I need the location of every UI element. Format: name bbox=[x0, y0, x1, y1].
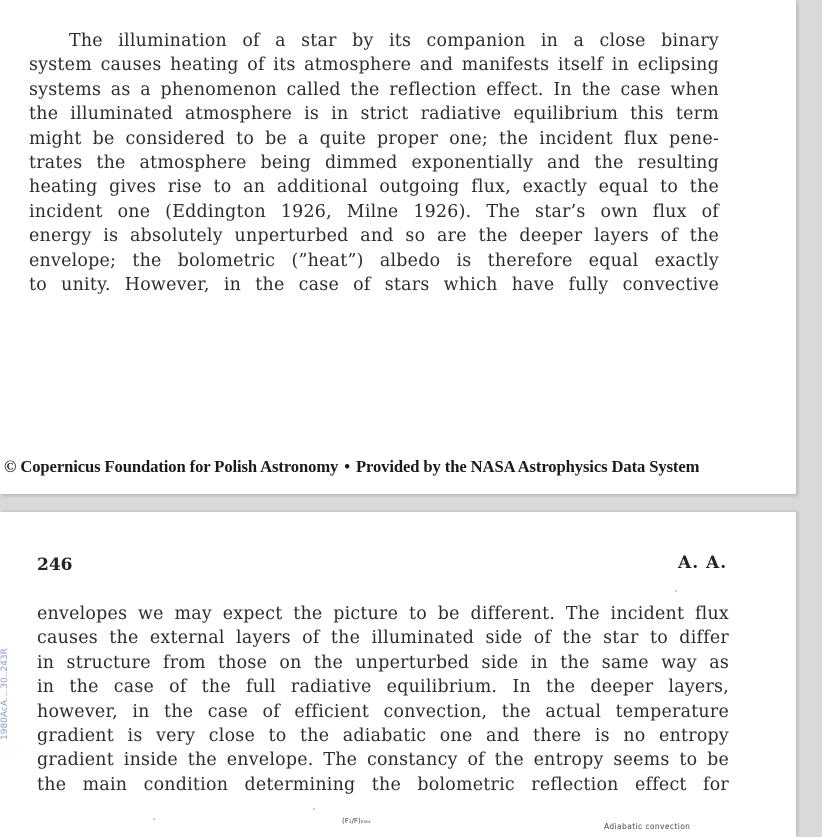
paragraph-line: the main condition determining the bolometric reflection effect for bbox=[37, 774, 729, 795]
top-paragraph bbox=[29, 29, 719, 297]
figure-axis-label: (F₁/F)ₘₐₓ bbox=[342, 817, 371, 825]
paragraph-line: trates the atmosphere being dimmed exponentially and the resulting bbox=[29, 153, 719, 174]
paragraph-line: heating gives rise to an additional outgoing flux, exactly equal to the bbox=[29, 177, 719, 198]
paragraph-line: systems as a phenomenon called the reflection effect. In the case when bbox=[29, 79, 719, 100]
paragraph-line: gradient is very close to the adiabatic one and there is no entropy bbox=[37, 726, 729, 747]
paragraph-line: in the case of the full radiative equilibrium. In the deeper layers, bbox=[37, 677, 729, 698]
copyright-notice: © Copernicus Foundation for Polish Astronomy bbox=[4, 457, 339, 476]
margin-bibcode: 1980AcA....30..243R bbox=[0, 648, 10, 740]
paragraph-line: The illumination of a star by its companion in a close binary bbox=[69, 31, 719, 51]
footer-separator: • bbox=[344, 457, 350, 476]
paragraph-line: the illuminated atmosphere is in strict radiative equilibrium this term bbox=[29, 104, 719, 125]
figure-curve-label: Adiabatic convection bbox=[604, 822, 691, 831]
paragraph-line: might be considered to be a quite proper one; the incident flux pene- bbox=[29, 128, 719, 149]
scan-speck bbox=[313, 808, 315, 810]
provider-notice: Provided by the NASA Astrophysics Data System bbox=[355, 457, 700, 476]
bottom-paragraph bbox=[37, 602, 729, 797]
paragraph-line: envelopes we may expect the picture to be different. The incident flux bbox=[37, 604, 729, 624]
paragraph-line: energy is absolutely unperturbed and so are the deeper layers of the bbox=[29, 226, 719, 247]
page-footer bbox=[4, 457, 699, 477]
running-head: A. A. bbox=[678, 553, 728, 573]
paragraph-line: envelope; the bolometric (”heat”) albedo is therefore equal exactly bbox=[29, 250, 719, 271]
paragraph-line: to unity. However, in the case of stars which have fully convective bbox=[29, 275, 719, 296]
paragraph-line: gradient inside the envelope. The constancy of the entropy seems to be bbox=[37, 750, 729, 771]
paragraph-line: causes the external layers of the illuminated side of the star to differ bbox=[37, 628, 729, 649]
paragraph-line: incident one (Eddington 1926, Milne 1926). The star’s own flux of bbox=[29, 201, 719, 222]
scan-speck bbox=[153, 818, 155, 820]
page-number: 246 bbox=[37, 555, 73, 575]
paragraph-line: however, in the case of efficient convection, the actual temperature bbox=[37, 701, 729, 722]
paragraph-line: system causes heating of its atmosphere and manifests itself in eclipsing bbox=[29, 55, 719, 76]
scan-speck bbox=[675, 590, 677, 592]
paragraph-line: in structure from those on the unperturbed side in the same way as bbox=[37, 652, 729, 673]
